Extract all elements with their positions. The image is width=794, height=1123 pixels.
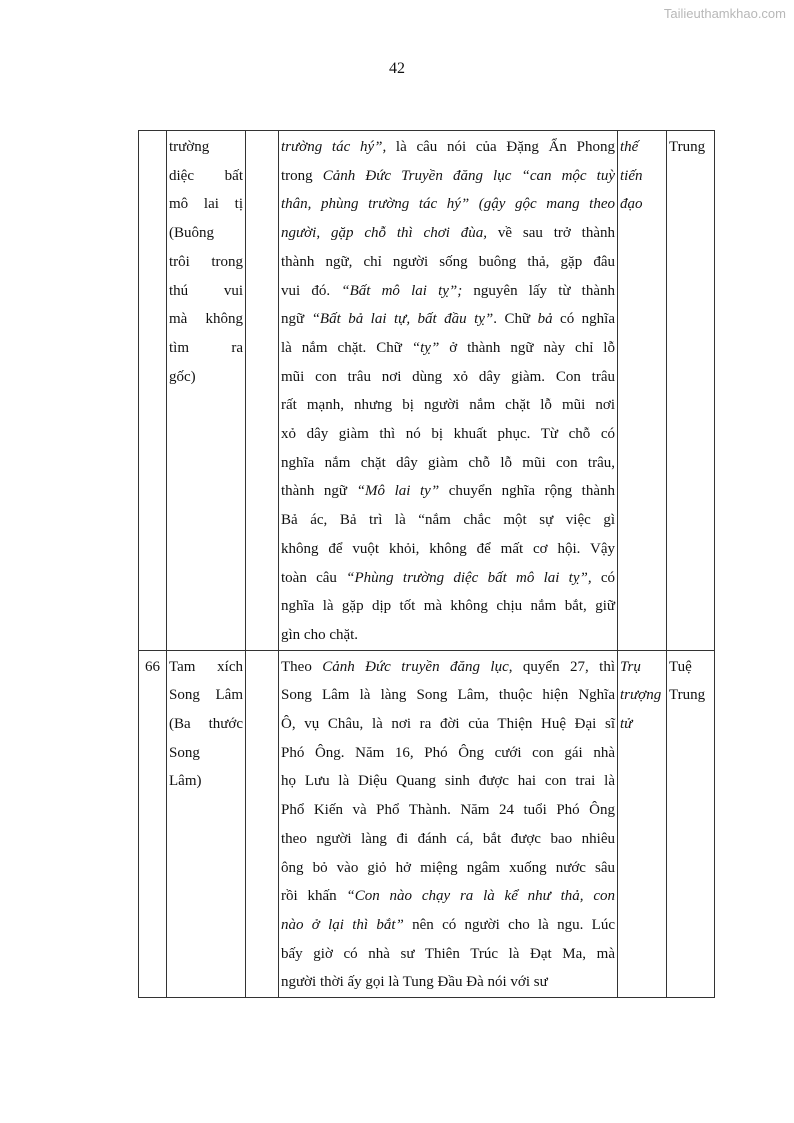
- cell-line: gốc): [169, 368, 196, 385]
- explanation-line: Song Lâm là làng Song Lâm, thuộc hiện Nghĩa: [281, 687, 615, 704]
- cell-line: đạo: [620, 196, 643, 213]
- explanation-line: ngữ “Bất bả lai tự, bất đầu tỵ”. Chữ bả có nghĩa: [281, 311, 615, 328]
- explanation-line: nào ở lại thì bắt” nên có người cho là ngu. Lúc: [281, 916, 615, 933]
- cell-line: tử: [620, 716, 633, 733]
- explanation-line: Theo Cảnh Đức truyền đăng lục, quyển 27, thì: [281, 658, 615, 675]
- explanation-line: không để vuột khỏi, không để mất cơ hội. Vậy: [281, 540, 615, 557]
- explanation-cell: [279, 131, 618, 651]
- cell-line: Trung: [669, 139, 706, 155]
- explanation-line: nghĩa nắm chặt dây giàm chỗ lỗ mũi con trâu,: [281, 454, 615, 471]
- cell-line: Trụ: [620, 658, 641, 675]
- explanation-line: là nắm chặt. Chữ “tỵ” ở thành ngữ này chỉ lỗ: [281, 339, 615, 356]
- cell-line: Lâm): [169, 773, 202, 790]
- explanation-line: vui đó. “Bất mô lai tỵ”; nguyên lấy từ thành: [281, 282, 616, 299]
- explanation-line: gìn cho chặt.: [281, 626, 359, 643]
- explanation-line: nghĩa là gặp dịp tốt mà không chịu nắm bắt, giữ: [281, 598, 615, 615]
- source-cell: [667, 131, 715, 651]
- term-cell: [167, 131, 246, 651]
- cell-line: Song: [169, 744, 200, 761]
- explanation-line: trong Cảnh Đức Truyền đăng lục “can mộc tuỳ: [281, 167, 616, 184]
- explanation-line: thành ngữ, chỉ người sống buông thả, gặp đâu: [281, 253, 615, 270]
- row-number: 66: [139, 650, 167, 997]
- explanation-line: Phó Ông. Năm 16, Phó Ông cưới con gái nhà: [281, 744, 615, 761]
- cell-line: Song Lâm: [169, 687, 243, 704]
- table-row: [139, 650, 715, 997]
- glossary-table: [138, 130, 715, 998]
- explanation-cell: [279, 650, 618, 997]
- cell-line: tiến: [620, 167, 643, 184]
- cell-line: (Ba thước: [169, 716, 243, 733]
- explanation-line: Ô, vụ Châu, là nơi ra đời của Thiện Huệ Đại sĩ: [281, 716, 615, 733]
- explanation-line: bấy giờ có nhà sư Thiên Trúc là Đạt Ma, mà: [281, 945, 615, 962]
- page-number: 42: [389, 60, 405, 77]
- cell-line: trường: [169, 139, 210, 155]
- explanation-line: theo người làng đi đánh cá, bắt được bao nhiêu: [281, 830, 615, 847]
- explanation-line: mũi con trâu nơi dùng xỏ dây giàm. Con trâu: [281, 368, 615, 385]
- watermark: Tailieuthamkhao.com: [663, 6, 786, 21]
- explanation-line: họ Lưu là Diệu Quang sinh được hai con trai là: [281, 773, 615, 790]
- explanation-line: rất mạnh, nhưng bị người nắm chặt lỗ mũi nơi: [281, 397, 615, 414]
- cell-line: thế: [620, 139, 639, 155]
- empty-cell: [246, 650, 279, 997]
- cell-line: trượng: [620, 687, 662, 704]
- cell-line: Trung: [669, 687, 706, 704]
- cell-line: mô lai tị: [169, 196, 243, 213]
- explanation-line: thân, phùng trường tác hý” (gậy gộc mang theo: [281, 196, 615, 213]
- cell-line: diệc bất: [169, 167, 243, 184]
- cell-line: Tam xích: [169, 658, 243, 675]
- cell-line: mà không: [169, 311, 243, 328]
- explanation-line: người thời ấy gọi là Tung Đầu Đà nói với sư: [281, 974, 548, 991]
- cell-line: thú vui: [169, 282, 243, 299]
- row-number: [139, 131, 167, 651]
- category-cell: [618, 131, 667, 651]
- cell-line: (Buông: [169, 225, 214, 242]
- explanation-line: Bả ác, Bả trì là “nắm chắc một sự việc gì: [281, 512, 615, 529]
- table-row: [139, 131, 715, 651]
- explanation-line: toàn câu “Phùng trường diệc bất mô lai tỵ”, có: [281, 569, 615, 586]
- explanation-line: thành ngữ “Mô lai ty” chuyển nghĩa rộng thành: [281, 483, 615, 500]
- explanation-line: trường tác hý”, là câu nói của Đặng Ẩn Phong: [281, 139, 615, 155]
- explanation-line: xỏ dây giàm thì nó bị khuất phục. Từ chỗ có: [281, 426, 615, 443]
- term-cell: [167, 650, 246, 997]
- source-cell: [667, 650, 715, 997]
- empty-cell: [246, 131, 279, 651]
- explanation-line: ông bỏ vào giỏ hở miệng ngâm xuống nước sâu: [281, 859, 615, 876]
- category-cell: [618, 650, 667, 997]
- explanation-line: người, gặp chỗ thì chơi đùa, về sau trở thành: [281, 225, 615, 242]
- cell-line: tìm ra: [169, 339, 243, 356]
- cell-line: trôi trong: [169, 253, 243, 270]
- explanation-line: rồi khấn “Con nào chạy ra là kể như thả, con: [281, 888, 615, 905]
- cell-line: Tuệ: [669, 658, 692, 675]
- explanation-line: Phổ Kiến và Phổ Thành. Năm 24 tuổi Phó Ông: [281, 802, 615, 819]
